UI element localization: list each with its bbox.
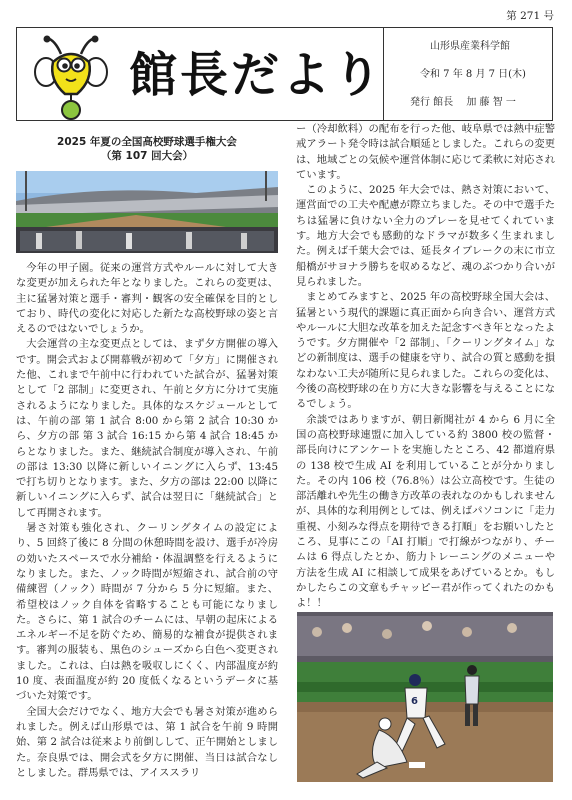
- right-column: [296, 122, 555, 612]
- article-title-line2: （第 107 回大会）: [100, 150, 194, 162]
- article-title: [16, 135, 278, 163]
- paragraph-heat-measures: 暑さ対策も強化され、クーリングタイムの設定により、5 回終了後に 8 分間の休憩時間を設け、選手が冷房の効いたスペースで水分補給・体温調整を行えるようになりました。また、ノック時間が短縮され、試合前の守備練習（ノック）時間が 7 分から 5 分に短縮。また、希望校はノック自体を省略することも可能になりました。さらに、第 1 試合のチームには、早朝の起床によるエネルギー不足を防ぐため、簡易的な補食が提供されます。審判の服装も、黒色のシューズから白色へ変更されました。これは、白は熱を吸収しにくく、内部温度が約 10 度、表面温度が約 20 度低くなるというデータに基づいた対策です。: [16, 522, 278, 703]
- paragraph-continued: ー（冷却飲料）の配布を行った他、岐阜県では熱中症警戒アラート発令時は試合順延としました。これらの変更は、地域ごとの気候や運営体制に応じて柔軟に対応されています。: [296, 123, 555, 181]
- paragraph-schedule: 大会運営の主な変更点としては、まず夕方開催の導入です。開会式および開幕戦が初めて「夕方」に開催された他、これまで午前中に行われていた試合が、猛暑対策として「2 部制」に変更され、午前と夕方に分けて実施されるようになりました。具体的なスケジュールとしては、午前の部 第 1 試合 8:00 から第 2 試合 10:30 から、夕方の部 第 3 試合 16:15 から第 4 試合 18:45 からとなりました。また、継続試合制度が導入され、午前の部は 13:30 以降に新しいイニングに入らず、13:45 で打ち切りとなります。また、夕方の部は 22:00 以降に新しいイニングに入らず、試合は翌日に「継続試合」として再開されます。: [16, 338, 278, 519]
- newsletter-title: 館長だより: [129, 47, 385, 103]
- title-area: [17, 28, 384, 120]
- paragraph-ai-survey: 余談ではありますが、朝日新聞社が 4 から 6 月に全国の高校野球連盟に加入している約 3800 校の監督・部長向けにアンケートを実施したところ、42 都道府県の 138 校で生成 AI を利用していることが分かりました。その内 106 校（76.8％）は公立高校です。生徒の部活離れや先生の働き方改革の表れなのかもしれませんが、具体的な利用例としては、例えばパソコンに「走力重視、小刻みな得点を期待できる打順」をお願いしたところ、見事にこの「AI 打順」で打線がつながり、チームは 6 得点したとか、筋力トレーニングのメニューや方法を生成 AI に相談して成果をあげているとか。もしかしたらこの文章もチャッピー君が作ってくれたのかもよ！！: [296, 413, 555, 610]
- paragraph-players: このように、2025 年大会では、熱さ対策において、運営面での工夫や配慮が際立ちました。その中で選手たちは猛暑に負けない全力のプレーを見せてくれています。地方大会でも感動的なドラマが数多く生まれました。例えば千葉大会では、延長タイブレークの末に市立船橋がサヨナラ勝ちを収めるなど、魂のぶつかり合いが見られました。: [296, 184, 555, 288]
- stadium-photo: [16, 171, 278, 253]
- school-name: 山形県産業科学館: [430, 41, 510, 52]
- issue-date: 令和 7 年 8 月 7 日(木): [420, 69, 526, 80]
- publisher: 発行 館長 加 藤 智 一: [410, 97, 516, 108]
- newsletter-header: [16, 27, 553, 121]
- bee-mascot-icon: [33, 32, 109, 120]
- article-title-line1: 2025 年夏の全国高校野球選手権大会: [57, 136, 237, 148]
- paragraph-summary: まとめてみますと、2025 年の高校野球全国大会は、猛暑という現代的課題に真正面から向き合い、運営方式やルールに大胆な改革を加えた記念すべき年となったようです。夕方開催や「2 部制」、「クーリングタイム」などの新制度は、選手の健康を守り、試合の質と感動を損なわない工夫が随所に見られました。これらの変化は、今後の高校野球の在り方に大きな影響を与えることになるでしょう。: [296, 291, 555, 411]
- issue-number: 第 271 号: [506, 10, 554, 22]
- publication-info: [384, 28, 552, 120]
- paragraph-regional: 全国大会だけでなく、地方大会でも暑さ対策が進められました。例えば山形県では、第 1 試合を午前 9 時開始、第 2 試合は従来より前倒しして、正午開始としました。奈良県では、開会式を夕方に開催、当日は試合なしとしました。群馬県では、アイススラリ: [16, 705, 278, 779]
- baseball-play-photo: [297, 612, 553, 782]
- uniform-number: 6: [411, 696, 418, 707]
- left-column: [16, 131, 278, 781]
- paragraph-intro: 今年の甲子園。従来の運営方式やルールに対して大きな変更が加えられた年となりました。これらの変更は、主に猛暑対策と選手・審判・観客の安全確保を目的としており、時代の変化に対応した新たな高校野球の姿と言えるのではないでしょうか。: [16, 262, 278, 336]
